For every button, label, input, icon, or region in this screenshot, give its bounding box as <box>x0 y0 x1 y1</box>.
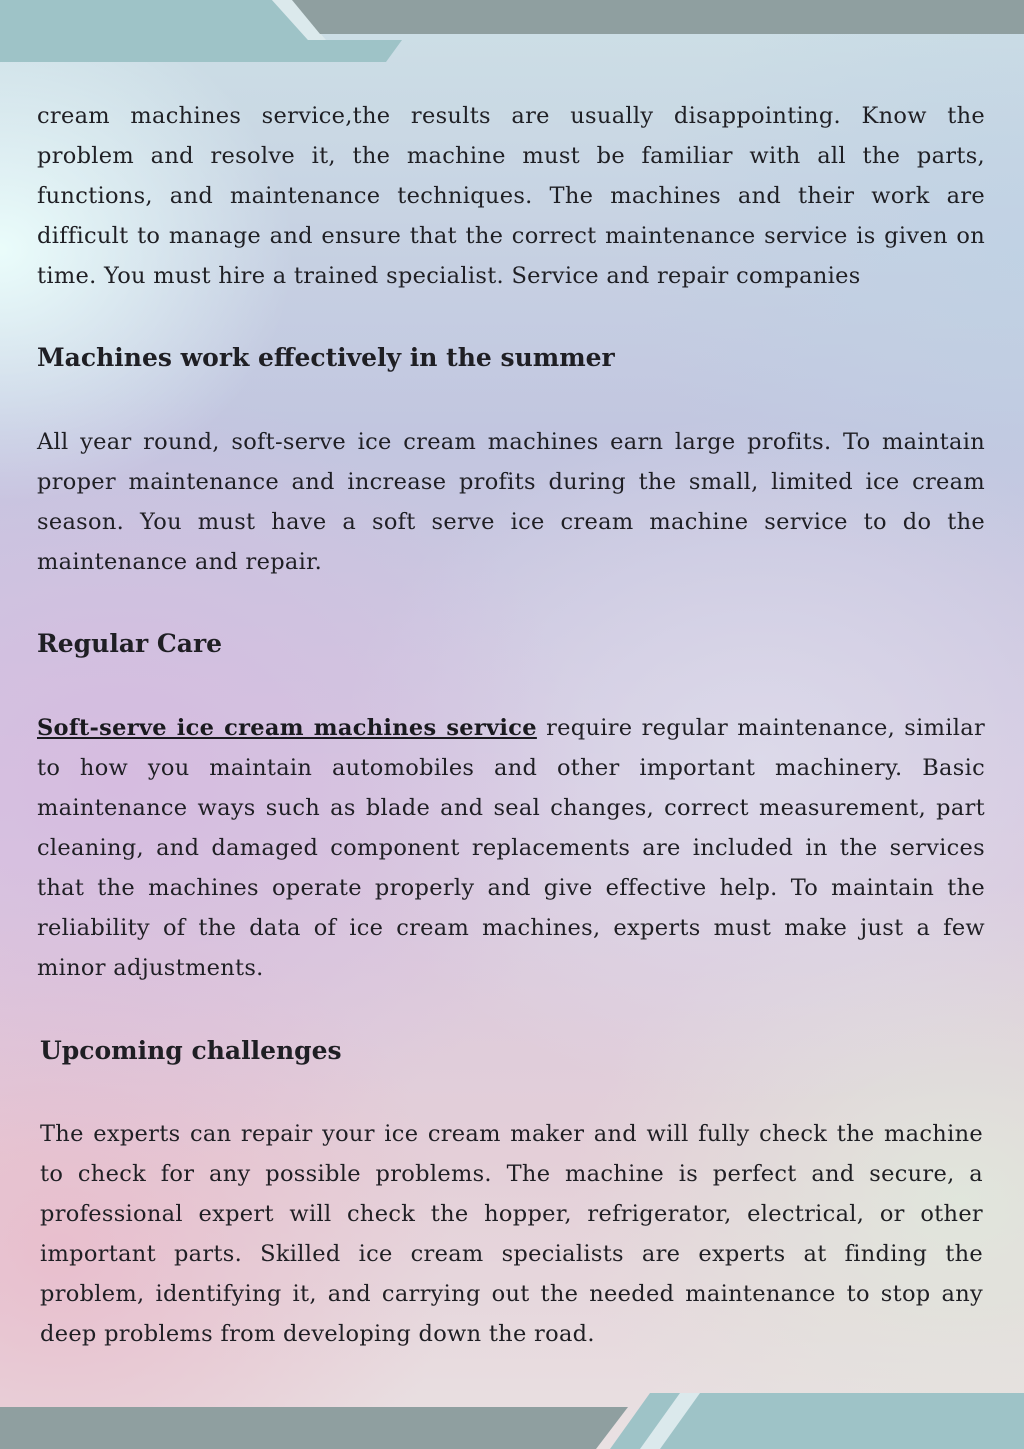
regular-care-text: require regular maintenance, similar to how you maintain automobiles and other important machinery. Basic maintenance ways such as blade and seal changes, correct measurement, part cleaning, and damaged component replacements are included in the services that the machines operate properly and give effective help. To maintain the reliability of the data of ice cream machines, experts must make just a few minor adjustments. <box>37 715 985 981</box>
heading-regular-care: Regular Care <box>37 629 223 658</box>
bottom-decorative-band <box>0 1393 1024 1449</box>
service-link[interactable]: Soft-serve ice cream machines service <box>37 715 537 741</box>
regular-care-paragraph <box>37 708 985 988</box>
heading-upcoming-challenges: Upcoming challenges <box>40 1036 342 1065</box>
top-decorative-band <box>0 0 1024 64</box>
heading-summer-effectiveness: Machines work effectively in the summer <box>37 343 615 372</box>
summer-paragraph: All year round, soft-serve ice cream machines earn large profits. To maintain proper maintenance and increase profits during the small, limited ice cream season. You must have a soft serve ice cream machine service to do the maintenance and repair. <box>37 429 985 575</box>
intro-paragraph: cream machines service,the results are usually disappointing. Know the problem and resolve it, the machine must be familiar with all the parts, functions, and maintenance techniques. The machines and their work are difficult to manage and ensure that the correct maintenance service is given on time. You must hire a trained specialist. Service and repair companies <box>37 103 985 289</box>
challenges-paragraph: The experts can repair your ice cream maker and will fully check the machine to check for any possible problems. The machine is perfect and secure, a professional expert will check the hopper, refrigerator, electrical, or other important parts. Skilled ice cream specialists are experts at finding the problem, identifying it, and carrying out the needed maintenance to stop any deep problems from developing down the road. <box>40 1121 983 1347</box>
